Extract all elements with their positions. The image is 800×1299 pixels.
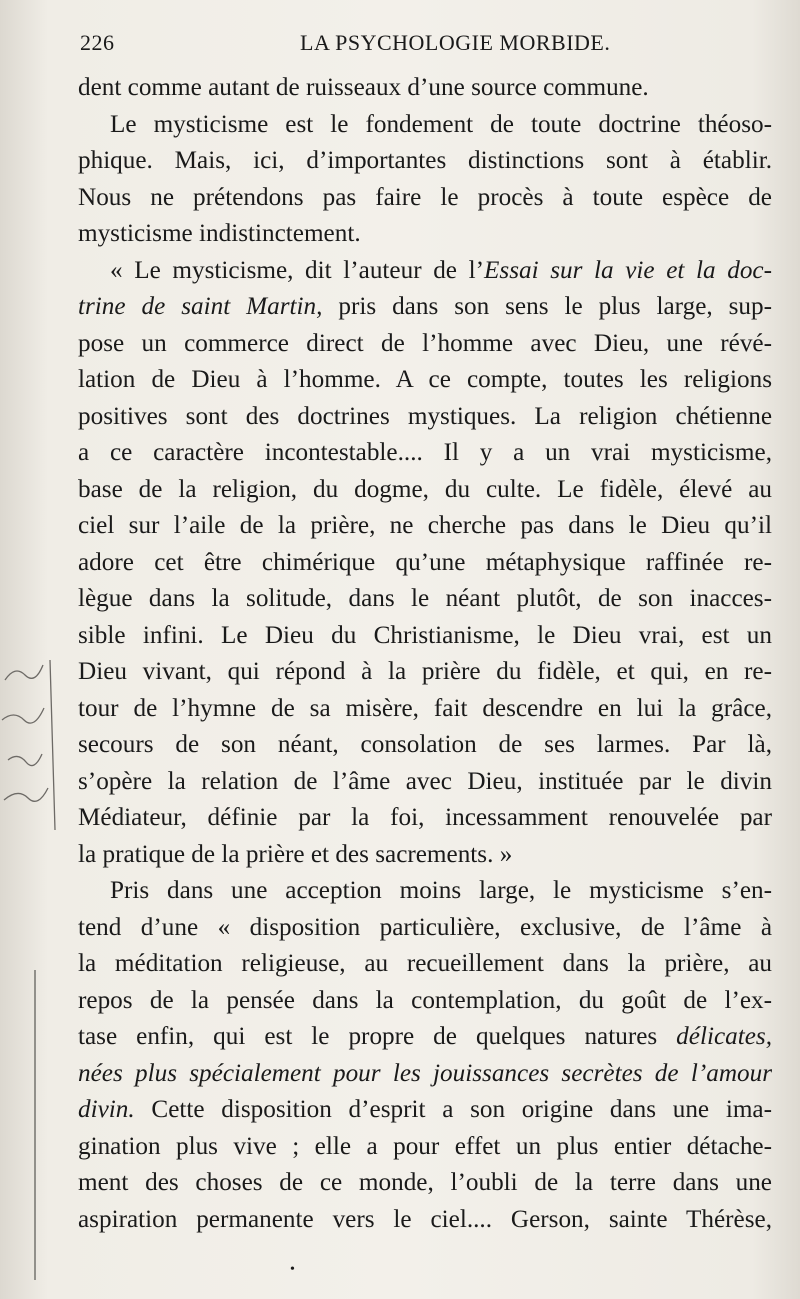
text-line — [78, 143, 772, 180]
text-segment: mysticisme indistinctement. — [78, 220, 361, 247]
text-segment: s’opère la relation de l’âme avec Dieu, instituée par le divin — [78, 767, 772, 795]
text-segment: lègue dans la solitude, dans le néant plutôt, de son inacces- — [78, 585, 772, 612]
text-segment: secours de son néant, consolation de ses larmes. Par là, — [78, 731, 772, 758]
text-line — [78, 216, 772, 253]
text-line — [78, 800, 772, 837]
text-line — [78, 545, 772, 582]
text-line — [78, 180, 772, 217]
text-segment: tour de l’hymne de sa misère, fait descendre en lui la grâce, — [78, 694, 772, 722]
text-line — [78, 1165, 772, 1202]
text-line — [78, 399, 772, 436]
text-line — [78, 764, 772, 801]
text-segment: la méditation religieuse, au recueillement dans la prière, au — [78, 950, 772, 977]
text-segment: la pratique de la prière et des sacrements. » — [78, 840, 513, 868]
text-segment: tend d’une « disposition particulière, exclusive, de l’âme à — [78, 913, 772, 941]
text-segment: Le mysticisme est le fondement de toute doctrine théoso- — [110, 110, 772, 138]
text-segment: phique. Mais, ici, d’importantes distinctions sont à établir. — [78, 147, 772, 174]
text-segment: Nous ne prétendons pas faire le procès à toute espèce de — [78, 183, 772, 211]
text-line — [78, 581, 772, 618]
text-segment: base de la religion, du dogme, du culte. Le fidèle, élevé au — [78, 475, 772, 503]
text-line — [78, 362, 772, 399]
text-line — [78, 727, 772, 764]
page-number: 226 — [80, 30, 115, 55]
text-segment: Cette disposition d’esprit a son origine dans une ima- — [134, 1096, 772, 1123]
italic-text: nées plus spécialement pour les jouissances secrètes de l’amour — [78, 1059, 772, 1087]
text-line — [78, 1019, 772, 1056]
text-segment: aspiration permanente vers le ciel.... Gerson, sainte Thérèse, — [78, 1205, 772, 1233]
text-segment: positives sont des doctrines mystiques. La religion chétienne — [78, 402, 772, 430]
text-segment: Pris dans une acception moins large, le mysticisme s’en- — [110, 877, 772, 904]
text-segment: ment des choses de ce monde, l’oubli de la terre dans une — [78, 1169, 772, 1196]
text-line — [78, 873, 772, 910]
text-line — [78, 508, 772, 545]
text-segment: pris dans son sens le plus large, sup- — [322, 293, 772, 320]
text-segment: « Le mysticisme, dit l’auteur de l’ — [110, 256, 484, 284]
running-title: LA PSYCHOLOGIE MORBIDE. — [300, 30, 611, 55]
text-segment: lation de Dieu à l’homme. A ce compte, toutes les religions — [78, 366, 772, 393]
text-line — [78, 618, 772, 655]
text-line — [78, 691, 772, 728]
italic-text: divin. — [78, 1096, 135, 1123]
footer-dot-icon: • — [290, 1262, 295, 1277]
text-line — [78, 107, 772, 144]
body-text — [78, 70, 772, 1238]
text-line — [78, 1092, 772, 1129]
pencil-annotation-icon — [0, 640, 70, 840]
text-segment: gination plus vive ; elle a pour effet un plus entier détache- — [78, 1132, 772, 1160]
text-line — [78, 910, 772, 947]
text-segment: ciel sur l’aile de la prière, ne cherche pas dans le Dieu qu’il — [78, 512, 772, 539]
page-header — [80, 30, 780, 62]
text-line — [78, 946, 772, 983]
text-segment: dent comme autant de ruisseaux d’une source commune. — [78, 74, 649, 101]
italic-text: délicates, — [676, 1023, 772, 1050]
text-segment: a ce caractère incontestable.... Il y a un vrai mysticisme, — [78, 439, 772, 466]
text-segment: Médiateur, définie par la foi, incessamment renouvelée par — [78, 804, 772, 831]
text-line — [78, 1202, 772, 1239]
text-line — [78, 654, 772, 691]
text-segment: Dieu vivant, qui répond à la prière du fidèle, et qui, en re- — [78, 658, 772, 685]
text-line — [78, 1129, 772, 1166]
italic-text: trine de saint Martin, — [78, 293, 323, 320]
text-segment: sible infini. Le Dieu du Christianisme, le Dieu vrai, est un — [78, 621, 772, 649]
italic-text: Essai sur la vie et la doc- — [484, 256, 772, 284]
text-line — [78, 472, 772, 509]
text-line — [78, 983, 772, 1020]
margin-pencil-line-icon — [34, 970, 36, 1280]
text-segment: pose un commerce direct de l’homme avec Dieu, une révé- — [78, 329, 772, 357]
text-line — [78, 70, 772, 107]
text-line — [78, 837, 772, 874]
text-line — [78, 253, 772, 290]
text-line — [78, 435, 772, 472]
text-segment: tase enfin, qui est le propre de quelques natures — [78, 1023, 677, 1050]
text-line — [78, 289, 772, 326]
text-segment: repos de la pensée dans la contemplation, du goût de l’ex- — [78, 986, 772, 1014]
text-line — [78, 1056, 772, 1093]
text-segment: adore cet être chimérique qu’une métaphysique raffinée re- — [78, 548, 772, 576]
text-line — [78, 326, 772, 363]
